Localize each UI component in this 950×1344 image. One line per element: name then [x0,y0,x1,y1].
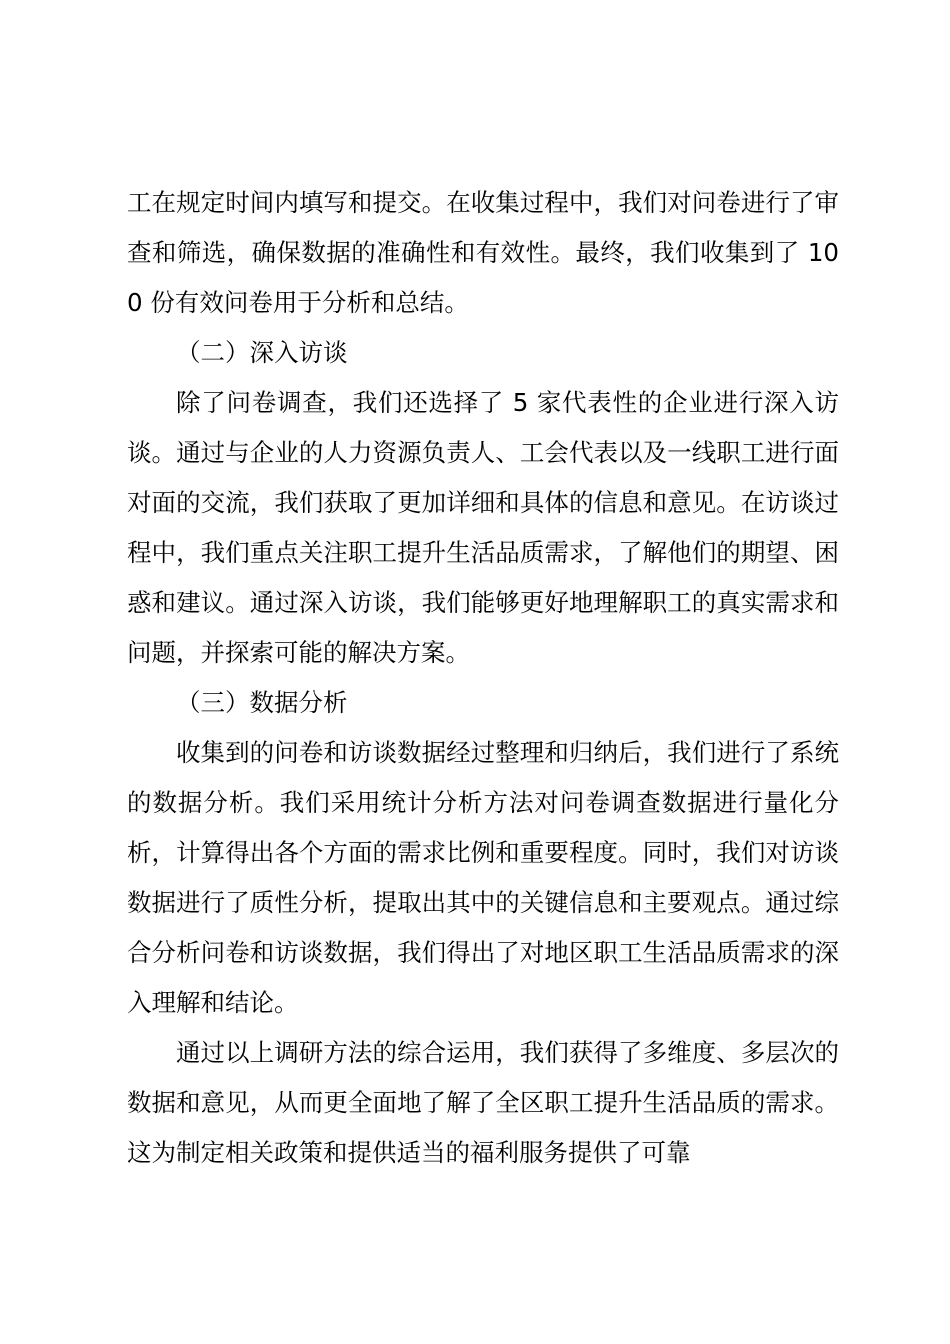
paragraph-data-analysis: 收集到的问卷和访谈数据经过整理和归纳后，我们进行了系统的数据分析。我们采用统计分析方法对问卷调查数据进行量化分析，计算得出各个方面的需求比例和重要程度。同时，我们对访谈数据进行了质性分析，提取出其中的关键信息和主要观点。通过综合分析问卷和访谈数据，我们得出了对地区职工生活品质需求的深入理解和结论。 [127,738,839,1017]
paragraph-questionnaire-collection: 工在规定时间内填写和提交。在收集过程中，我们对问卷进行了审查和筛选，确保数据的准确性和有效性。最终，我们收集到了 100 份有效问卷用于分析和总结。 [127,188,839,317]
paragraph-interviews: 除了问卷调查，我们还选择了 5 家代表性的企业进行深入访谈。通过与企业的人力资源负责人、工会代表以及一线职工进行面对面的交流，我们获取了更加详细和具体的信息和意见。在访谈过程中，我们重点关注职工提升生活品质需求，了解他们的期望、困惑和建议。通过深入访谈，我们能够更好地理解职工的真实需求和问题，并探索可能的解决方案。 [127,388,839,667]
paragraph-summary: 通过以上调研方法的综合运用，我们获得了多维度、多层次的数据和意见，从而更全面地了解了全区职工提升生活品质的需求。这为制定相关政策和提供适当的福利服务提供了可靠 [127,1038,839,1167]
document-body [127,178,839,1178]
section-heading-data-analysis: （三）数据分析 [176,688,348,717]
section-heading-interviews: （二）深入访谈 [176,338,348,367]
